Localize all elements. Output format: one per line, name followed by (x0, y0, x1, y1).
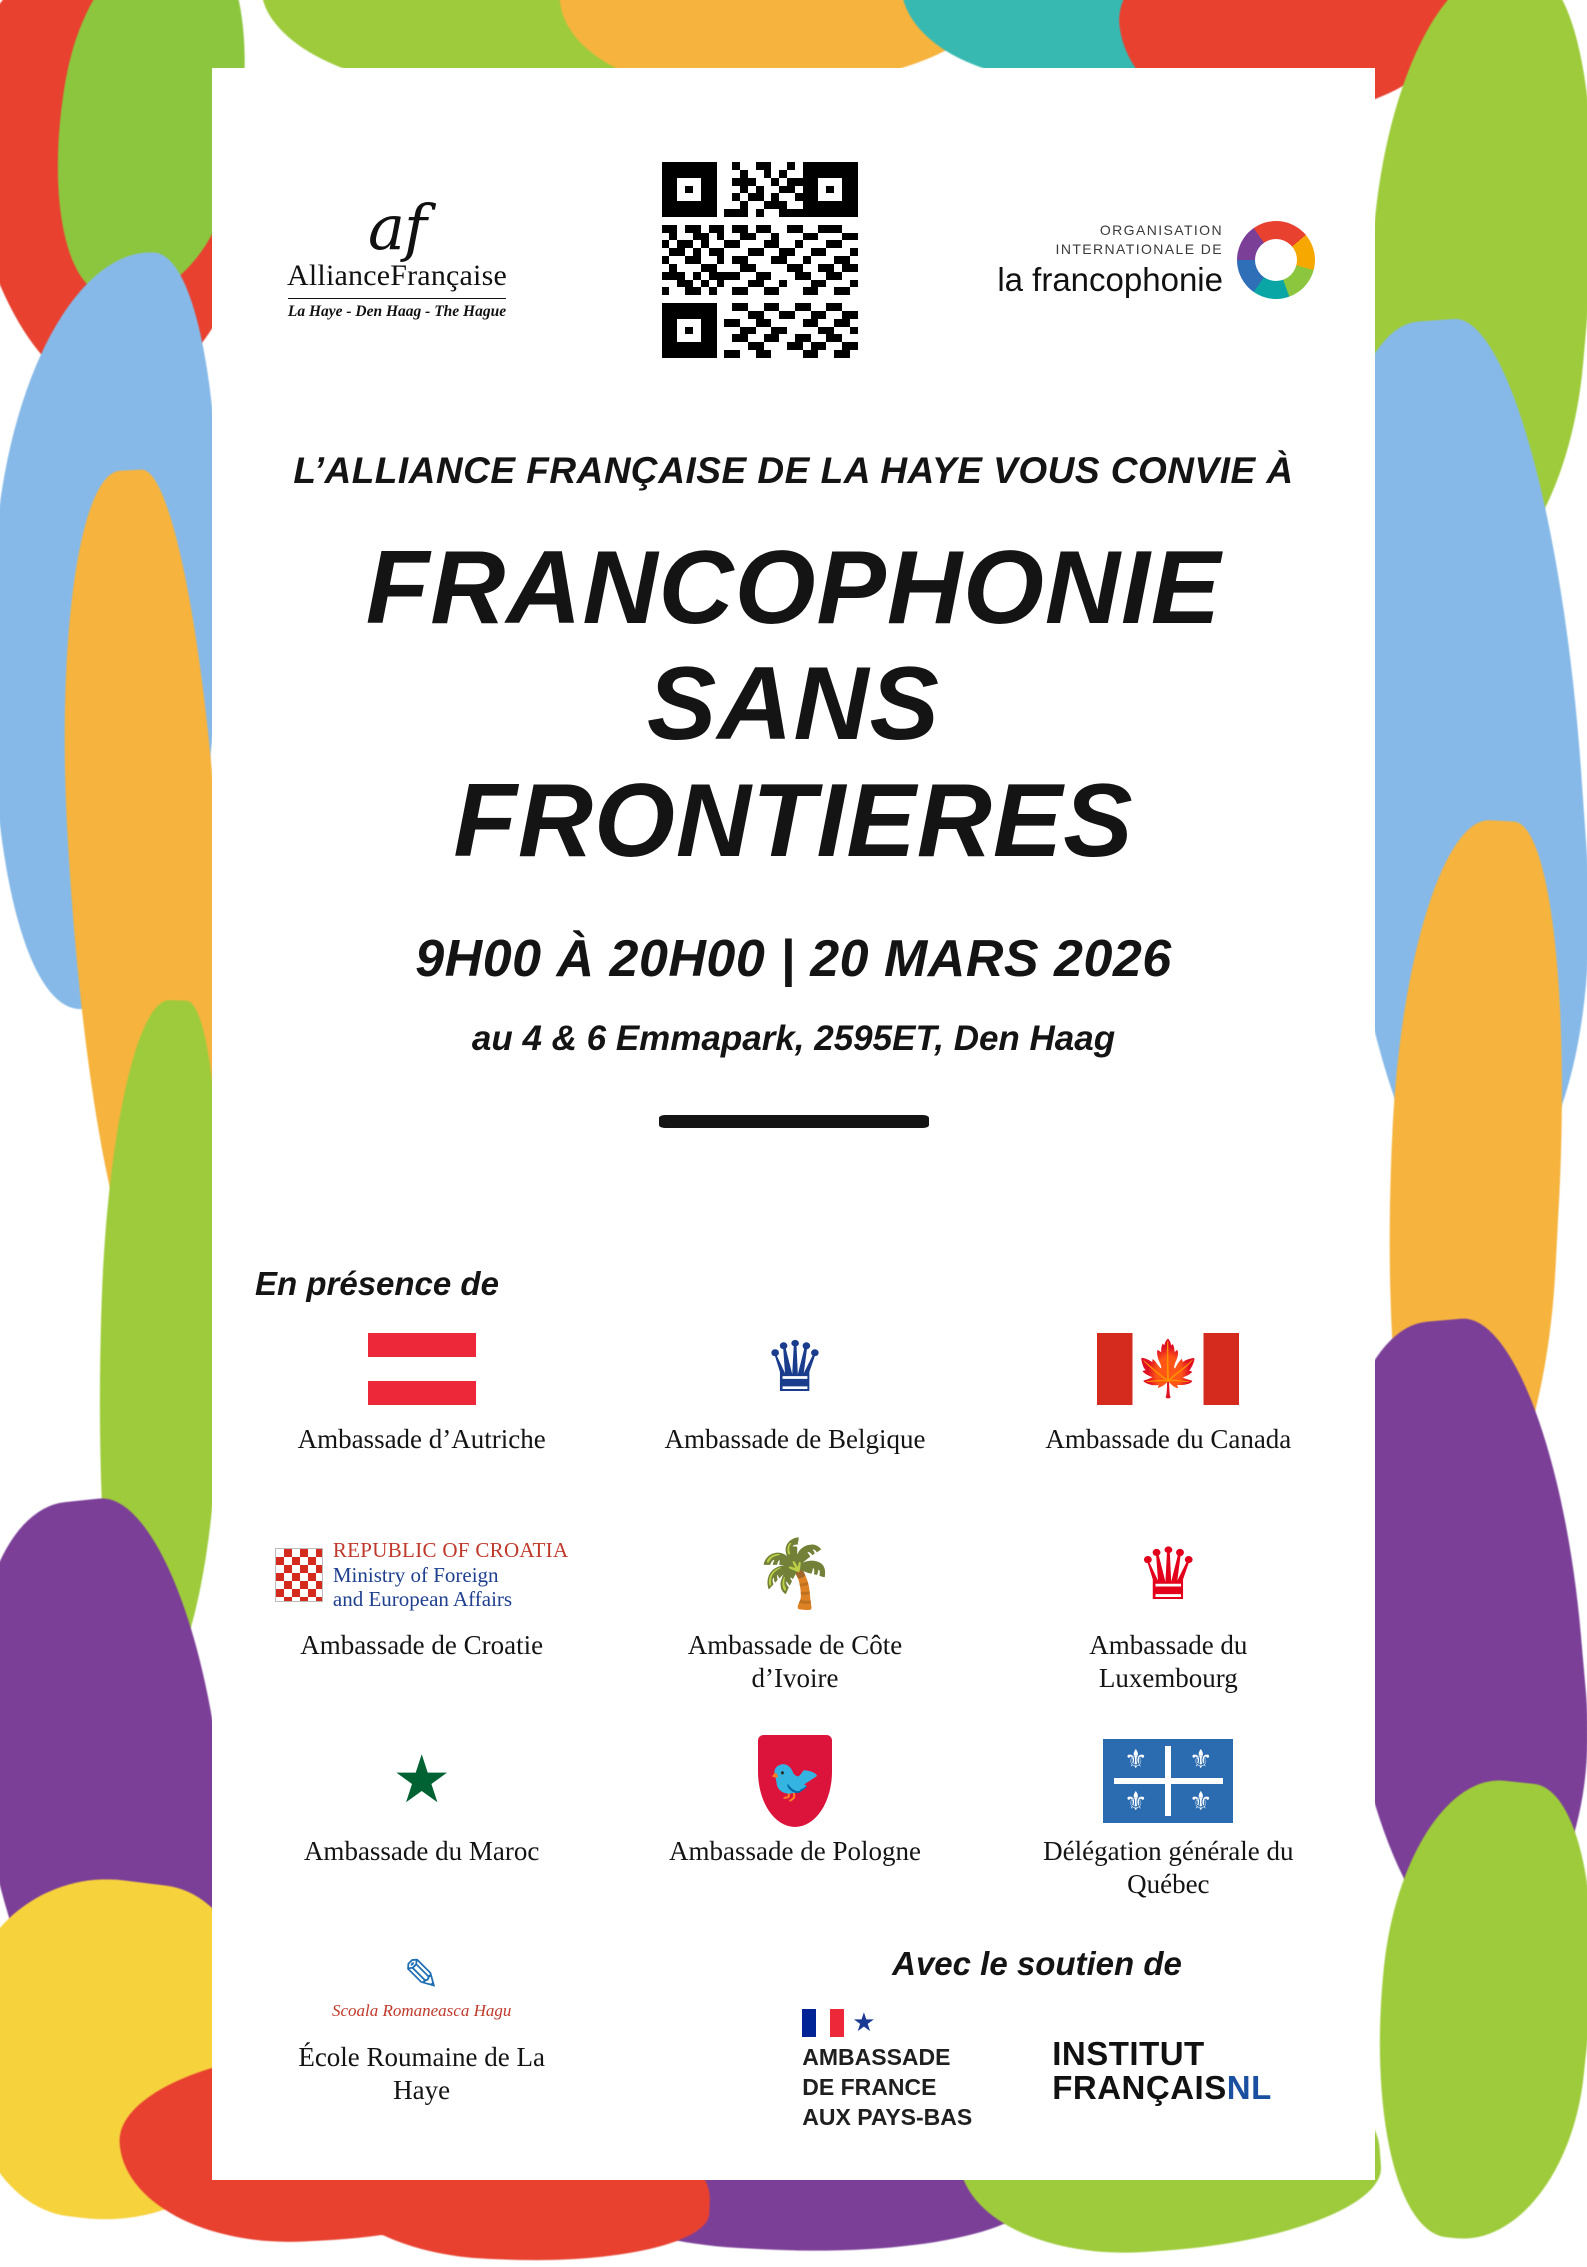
coat-of-arms-morocco-icon: ★ (392, 1744, 452, 1817)
event-datetime: 9H00 À 20H00 | 20 MARS 2026 (415, 930, 1172, 989)
page-title (212, 530, 1375, 879)
poster-text-block (212, 450, 1375, 1128)
af-cities: La Haye - Den Haag - The Hague (288, 298, 506, 321)
partner-item-austria (235, 1315, 608, 1503)
croatia-line-1: REPUBLIC OF CROATIA (332, 1537, 569, 1562)
partner-item-canada (982, 1315, 1355, 1503)
ambassade-france-line-2: DE FRANCE (802, 2073, 937, 2100)
institut-country: NL (1226, 2068, 1272, 2106)
institut-line-1: INSTITUT (1052, 2035, 1205, 2073)
partner-label: Ambassade de Belgique (664, 1424, 926, 1454)
flag-quebec-icon: ⚜ ⚜ ⚜ ⚜ (1103, 1727, 1233, 1835)
partner-label: Ambassade de Pologne (669, 1836, 921, 1866)
partner-item-quebec (982, 1727, 1355, 1915)
institut-francais-logo (1052, 2037, 1272, 2104)
croatia-line-2: Ministry of Foreign (332, 1562, 499, 1587)
partner-label: Ambassade du Maroc (303, 1836, 540, 1866)
lion-luxembourg-icon: ♛ (1136, 1535, 1201, 1615)
partners-heading: En présence de (255, 1265, 499, 1302)
af-monogram: af (368, 190, 426, 264)
partner-item-romanian-school (235, 1933, 608, 2121)
flag-austria-icon (368, 1315, 476, 1423)
oif-line2: INTERNATIONALE DE (1055, 241, 1223, 257)
title-line-2: SANS (647, 646, 940, 763)
oif-line1: ORGANISATION (1099, 222, 1223, 239)
ambassade-france-line-1: AMBASSADE (802, 2044, 951, 2070)
title-line-3: FRONTIERES (453, 762, 1134, 879)
qr-code[interactable] (662, 162, 858, 358)
support-block (737, 1945, 1337, 2133)
flag-canada-icon (1097, 1315, 1239, 1423)
partner-label: Ambassade de Croatie (300, 1630, 544, 1660)
partner-label: Ambassade d’Autriche (297, 1424, 546, 1454)
partner-item-morocco (235, 1727, 608, 1915)
partner-label: École Roumaine de La Haye (298, 2042, 545, 2105)
title-line-1: FRANCOPHONIE (365, 530, 1222, 646)
partner-label: Ambassade du Canada (1045, 1424, 1292, 1454)
institut-line-2: FRANÇAIS (1052, 2068, 1227, 2106)
support-heading: Avec le soutien de (892, 1945, 1182, 1982)
oif-line3: la francophonie (997, 260, 1223, 298)
croatia-line-3: and European Affairs (332, 1587, 513, 1612)
alliance-francaise-logo (272, 190, 522, 322)
french-flag-icon (802, 2009, 844, 2037)
ministry-croatia-logo-icon (275, 1521, 569, 1629)
partner-item-ivory-coast (608, 1521, 981, 1709)
french-republic-logo (802, 2009, 972, 2133)
romanian-school-logo-icon: ✎ Scoala Romaneasca Hagu (331, 1950, 512, 2020)
marianne-icon: ★ (852, 2008, 876, 2037)
coat-of-arms-ivory-coast-icon: 🌴 (753, 1538, 837, 1611)
partner-label: Ambassade de Côte d’Ivoire (687, 1630, 903, 1693)
partner-item-poland (608, 1727, 981, 1915)
event-address: au 4 & 6 Emmapark, 2595ET, Den Haag (471, 1019, 1116, 1059)
partner-label: Ambassade du Luxembourg (1089, 1630, 1248, 1693)
oif-ring-icon (1237, 221, 1315, 299)
partner-item-belgium (608, 1315, 981, 1503)
coat-of-arms-poland-icon: 🐦 (758, 1727, 832, 1835)
romanian-school-name: Scoala Romaneasca Hagu (331, 2000, 512, 2020)
divider-brush (659, 1115, 929, 1128)
ambassade-france-line-3: AUX PAYS-BAS (802, 2103, 973, 2130)
partner-label: Délégation générale du Québec (1043, 1836, 1294, 1899)
poster-kicker: L’ALLIANCE FRANÇAISE DE LA HAYE VOUS CONVIE À (293, 450, 1294, 491)
af-name: AllianceFrançaise (287, 259, 507, 293)
oif-logo (997, 221, 1315, 299)
coat-of-arms-belgium-icon: ♛ (763, 1330, 827, 1407)
partner-item-croatia (235, 1521, 608, 1709)
partner-item-luxembourg (982, 1521, 1355, 1709)
logo-header (212, 150, 1375, 370)
